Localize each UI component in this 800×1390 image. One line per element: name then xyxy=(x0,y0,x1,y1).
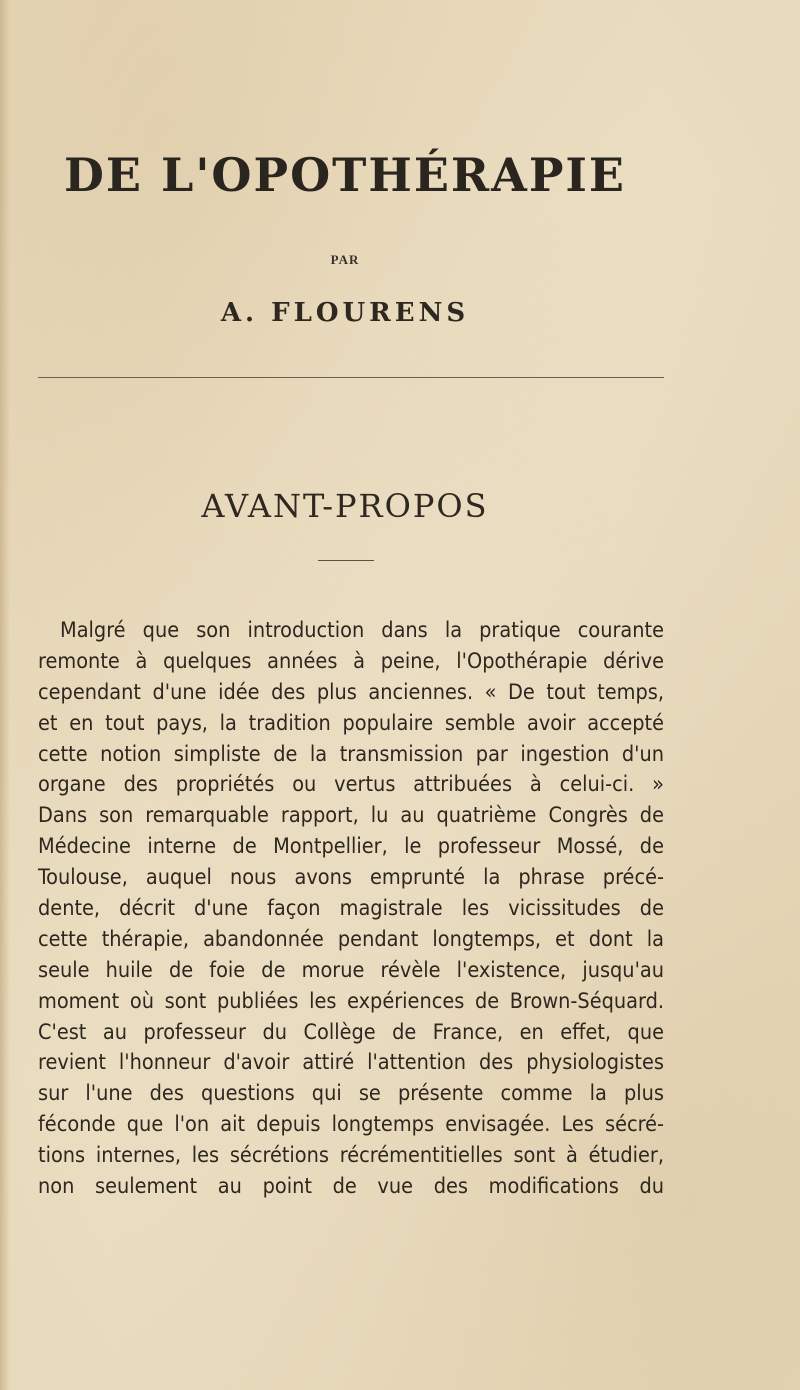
page-edge-shadow xyxy=(0,0,10,1390)
text-line: sur l'une des questions qui se présente comme la plus xyxy=(38,1081,664,1107)
text-line: Médecine interne de Montpellier, le professeur Mossé, de xyxy=(38,834,664,860)
text-line: cette thérapie, abandonnée pendant longtemps, et dont la xyxy=(38,926,664,952)
text-line: organe des propriétés ou vertus attribuées à celui-ci. » xyxy=(38,772,664,798)
section-divider xyxy=(318,560,374,561)
document-title: DE L'OPOTHÉRAPIE xyxy=(64,148,626,202)
text-line: C'est au professeur du Collège de France, en effet, que xyxy=(38,1019,664,1045)
text-line: Dans son remarquable rapport, lu au quatrième Congrès de xyxy=(38,803,664,829)
body-paragraph xyxy=(38,616,664,1203)
text-line: seule huile de foie de morue révèle l'existence, jusqu'au xyxy=(38,957,664,983)
text-line: dente, décrit d'une façon magistrale les vicissitudes de xyxy=(38,896,664,922)
text-line: Toulouse, auquel nous avons emprunté la phrase précé- xyxy=(38,865,664,891)
title-divider xyxy=(38,377,664,378)
text-line: et en tout pays, la tradition populaire semble avoir accepté xyxy=(38,710,664,736)
text-line: tions internes, les sécrétions récrémentitielles sont à étudier, xyxy=(38,1143,664,1169)
text-line: cette notion simpliste de la transmission par ingestion d'un xyxy=(38,741,664,767)
text-line: cependant d'une idée des plus anciennes. « De tout temps, xyxy=(38,679,664,705)
text-line: Malgré que son introduction dans la pratique courante xyxy=(60,618,664,643)
author-name: A. FLOURENS xyxy=(220,298,470,328)
text-line: féconde que l'on ait depuis longtemps envisagée. Les sécré- xyxy=(38,1112,664,1138)
text-line: moment où sont publiées les expériences de Brown-Séquard. xyxy=(38,988,664,1014)
text-line: remonte à quelques années à peine, l'Opothérapie dérive xyxy=(38,648,664,674)
text-line: non seulement au point de vue des modifications du xyxy=(38,1174,664,1200)
text-line: revient l'honneur d'avoir attiré l'attention des physiologistes xyxy=(38,1050,664,1076)
by-label: PAR xyxy=(330,252,360,267)
section-heading: AVANT-PROPOS xyxy=(201,487,489,525)
